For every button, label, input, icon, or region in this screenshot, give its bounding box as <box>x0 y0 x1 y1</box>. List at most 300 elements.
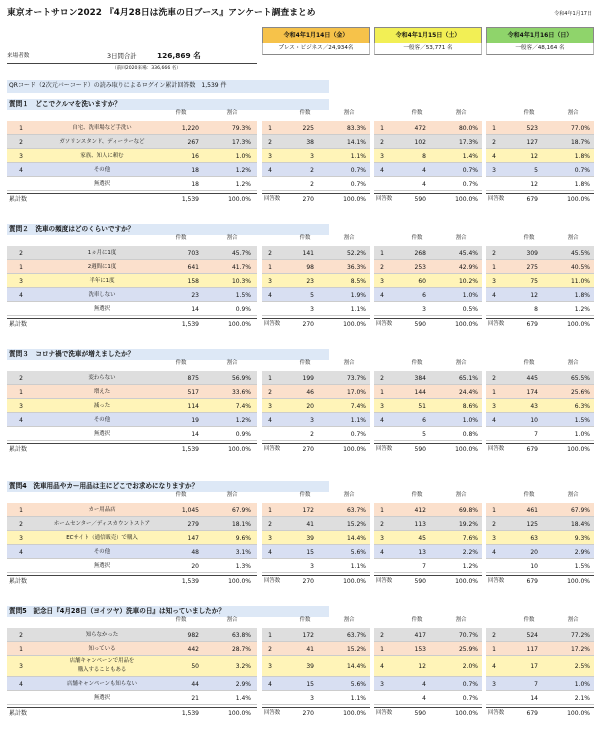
day-total-ratio: 100.0% <box>567 578 590 585</box>
total-ratio: 100.0% <box>228 321 251 328</box>
day-count-cell: 113 <box>414 520 426 528</box>
day-ratio-cell: 5.6% <box>350 680 366 688</box>
answer-label: ガソリンスタンド、ディーラーなど <box>59 138 145 145</box>
day-rank-cell <box>262 561 278 572</box>
day-ratio-cell: 77.0% <box>570 124 590 132</box>
day-ratio-cell: 8.5% <box>350 277 366 285</box>
day-rank-cell: 4 <box>268 416 272 424</box>
day-count-cell: 3 <box>310 416 314 424</box>
day-count-cell: 23 <box>306 277 314 285</box>
day-ratio-cell: 14.4% <box>346 534 366 542</box>
rank-cell: 3 <box>19 277 23 285</box>
answer-label: 無選択 <box>93 180 111 187</box>
day-header-3: 令和4年1月16日（日） <box>486 27 594 43</box>
day-rank-cell: 4 <box>268 291 272 299</box>
day-ratio-header: 割合 <box>567 492 579 498</box>
day-ratio-cell: 40.5% <box>570 263 590 271</box>
day-table-row <box>374 628 482 642</box>
count-cell: 267 <box>187 138 199 146</box>
day-ratio-cell: 36.3% <box>346 263 366 271</box>
ratio-cell: 63.8% <box>231 631 251 639</box>
day-count-header: 件数 <box>523 235 535 241</box>
day-count-cell: 20 <box>306 402 314 410</box>
day-rank-cell <box>374 179 390 190</box>
day-count-cell: 63 <box>530 534 538 542</box>
day-ratio-cell: 7.6% <box>462 534 478 542</box>
day-total-count: 590 <box>414 446 426 453</box>
day-ratio-cell: 45.5% <box>570 249 590 257</box>
answer-label: 家族、知人に頼む <box>80 152 124 159</box>
day-count-cell: 3 <box>310 562 314 570</box>
day-count-cell: 12 <box>530 152 538 160</box>
day-rank-cell: 3 <box>492 277 496 285</box>
day-ratio-cell: 17.0% <box>346 388 366 396</box>
day-count-cell: 10 <box>530 562 538 570</box>
day-count-cell: 268 <box>414 249 426 257</box>
day-count-cell: 2 <box>310 430 314 438</box>
day-ratio-cell: 1.2% <box>574 305 590 313</box>
total-row <box>7 318 257 329</box>
day-table-row <box>374 246 482 260</box>
table-row <box>7 177 257 191</box>
day-count-cell: 153 <box>414 645 426 653</box>
answer-label: 店舗キャンペーンも知らない <box>67 680 137 687</box>
day-count-cell: 43 <box>530 402 538 410</box>
day-table-row <box>486 656 594 677</box>
day-count-cell: 7 <box>534 680 538 688</box>
question-title: 質問4 洗車用品やカー用品は主にどこでお求めになりますか？ <box>7 481 329 492</box>
day-table-row <box>374 399 482 413</box>
day-total-count: 679 <box>526 710 538 717</box>
day-visitors-1: プレス・ビジネス／24,934名 <box>262 43 370 55</box>
day-rank-cell <box>374 561 390 572</box>
day-rank-cell: 2 <box>492 631 496 639</box>
day-count-cell: 144 <box>414 388 426 396</box>
total-row <box>7 443 257 454</box>
day-count-cell: 141 <box>302 249 314 257</box>
day-count-cell: 102 <box>414 138 426 146</box>
day-rank-cell: 3 <box>268 152 272 160</box>
day-total-row <box>374 193 482 204</box>
day-ratio-cell: 63.7% <box>346 506 366 514</box>
day-ratio-cell: 14.4% <box>346 663 366 670</box>
day-count-cell: 5 <box>310 291 314 299</box>
day-ratio-cell: 0.7% <box>350 166 366 174</box>
day-count-cell: 75 <box>530 277 538 285</box>
day-count-cell: 51 <box>418 402 426 410</box>
day-total-ratio: 100.0% <box>343 321 366 328</box>
rank-cell: 1 <box>19 506 23 514</box>
day-count-cell: 523 <box>526 124 538 132</box>
day-ratio-cell: 2.2% <box>462 548 478 556</box>
day-count-cell: 6 <box>422 291 426 299</box>
day-rank-cell: 3 <box>268 402 272 410</box>
day-rank-cell: 1 <box>492 263 496 271</box>
day-total-ratio: 100.0% <box>343 196 366 203</box>
answer-label: カー用品店 <box>88 506 116 513</box>
table-row <box>7 385 257 399</box>
total-count: 1,539 <box>181 578 199 585</box>
day-ratio-header: 割合 <box>567 235 579 241</box>
day-rank-cell <box>486 429 502 440</box>
day-count-cell: 98 <box>306 263 314 271</box>
day-table-row <box>262 163 370 177</box>
day-rank-cell: 4 <box>492 663 496 670</box>
ratio-cell: 41.7% <box>231 263 251 271</box>
table-row <box>7 427 257 441</box>
rank-cell: 3 <box>19 663 23 670</box>
day-ratio-cell: 0.7% <box>462 180 478 188</box>
day-table-row <box>262 427 370 441</box>
day-count-cell: 39 <box>306 663 314 670</box>
day-total-row <box>486 318 594 329</box>
visitor-total-value: 126,869 名 <box>157 51 201 60</box>
day-total-row <box>486 193 594 204</box>
day-total-count: 590 <box>414 578 426 585</box>
day-count-cell: 10 <box>530 416 538 424</box>
day-count-header: 件数 <box>411 235 423 241</box>
day-ratio-cell: 14.1% <box>346 138 366 146</box>
rank-cell: 4 <box>19 548 23 556</box>
day-rank-cell: 1 <box>268 263 272 271</box>
answer-label: 無選択 <box>93 694 111 701</box>
day-table-row <box>262 642 370 656</box>
day-total-count: 270 <box>302 710 314 717</box>
day-table-row <box>262 628 370 642</box>
day-count-cell: 417 <box>414 631 426 639</box>
answer-label: ホームセンター／ディスカウントストア <box>53 520 151 527</box>
day-count-cell: 275 <box>526 263 538 271</box>
day-count-cell: 38 <box>306 138 314 146</box>
table-row <box>7 371 257 385</box>
day-count-cell: 172 <box>302 631 314 639</box>
answer-label: 増えた <box>93 388 111 395</box>
table-row <box>7 413 257 427</box>
day-rank-cell: 2 <box>380 631 384 639</box>
day-count-cell: 3 <box>310 305 314 313</box>
day-ratio-cell: 25.6% <box>570 388 590 396</box>
day-ratio-cell: 45.4% <box>458 249 478 257</box>
answer-label: 無選択 <box>93 305 111 312</box>
day-count-cell: 41 <box>306 520 314 528</box>
day-total-count: 679 <box>526 321 538 328</box>
ratio-header: 割合 <box>226 235 238 241</box>
day-ratio-cell: 1.8% <box>574 291 590 299</box>
day-total-count: 590 <box>414 321 426 328</box>
day-ratio-cell: 0.5% <box>462 305 478 313</box>
day-rank-cell: 2 <box>492 374 496 382</box>
day-table-row <box>486 628 594 642</box>
day-count-header: 件数 <box>411 360 423 366</box>
day-count-header: 件数 <box>299 235 311 241</box>
day-answers-label: 回答数 <box>376 710 393 716</box>
ratio-cell: 0.9% <box>235 305 251 313</box>
day-count-cell: 7 <box>534 430 538 438</box>
day-count-cell: 117 <box>526 645 538 653</box>
visitor-row <box>7 52 257 64</box>
day-rank-cell: 3 <box>380 534 384 542</box>
question-title: 質問5 記念日『4月28日（ヨイツヤ）洗車の日』は知っていましたか？ <box>7 606 329 617</box>
day-count-cell: 472 <box>414 124 426 132</box>
answer-label: 無選択 <box>93 430 111 437</box>
ratio-cell: 1.2% <box>235 180 251 188</box>
day-total-row <box>486 443 594 454</box>
answer-label: 洗車しない <box>88 291 116 298</box>
day-total-row <box>486 575 594 586</box>
day-ratio-cell: 15.2% <box>346 645 366 653</box>
day-total-ratio: 100.0% <box>455 710 478 717</box>
answer-label: 知っている <box>88 645 116 652</box>
day-table-row <box>262 559 370 573</box>
day-table-row <box>374 677 482 691</box>
day-rank-cell: 3 <box>380 152 384 160</box>
total-label: 累計数 <box>9 578 28 585</box>
count-cell: 23 <box>191 291 199 299</box>
day-ratio-header: 割合 <box>455 360 467 366</box>
total-ratio: 100.0% <box>228 710 251 717</box>
day-total-ratio: 100.0% <box>343 578 366 585</box>
day-ratio-cell: 1.0% <box>574 680 590 688</box>
rank-cell: 1 <box>19 645 23 653</box>
day-answers-label: 回答数 <box>488 446 505 452</box>
day-total-count: 270 <box>302 321 314 328</box>
day-rank-cell <box>374 304 390 315</box>
day-rank-cell <box>374 429 390 440</box>
day-table-row <box>262 371 370 385</box>
day-table-row <box>486 503 594 517</box>
day-table-row <box>486 691 594 705</box>
day-table-row <box>262 246 370 260</box>
day-visitors-3: 一般客／48,164 名 <box>486 43 594 55</box>
table-row <box>7 642 257 656</box>
day-answers-label: 回答数 <box>488 578 505 584</box>
day-ratio-cell: 80.0% <box>458 124 478 132</box>
table-row <box>7 121 257 135</box>
answer-label: 変わらない <box>88 374 116 381</box>
ratio-cell: 18.1% <box>231 520 251 528</box>
count-cell: 517 <box>187 388 199 396</box>
day-ratio-cell: 63.7% <box>346 631 366 639</box>
day-table-row <box>486 413 594 427</box>
day-answers-label: 回答数 <box>488 196 505 202</box>
day-ratio-cell: 1.2% <box>462 562 478 570</box>
day-ratio-cell: 1.1% <box>350 562 366 570</box>
day-rank-cell: 1 <box>268 631 272 639</box>
day-rank-cell: 2 <box>380 138 384 146</box>
count-cell: 50 <box>191 663 199 670</box>
answer-label: ECサイト（通信販売）で購入 <box>66 534 138 541</box>
day-count-header: 件数 <box>523 360 535 366</box>
ratio-header: 割合 <box>226 360 238 366</box>
table-row <box>7 302 257 316</box>
day-ratio-cell: 0.8% <box>462 430 478 438</box>
rank-cell: 2 <box>19 249 23 257</box>
day-table-row <box>374 149 482 163</box>
day-ratio-cell: 6.3% <box>574 402 590 410</box>
qr-note: QRコード（2次元バーコード）の読み取りによるログイン累計回答数 1,539 件 <box>7 80 329 93</box>
day-ratio-cell: 1.8% <box>574 152 590 160</box>
day-table-row <box>374 503 482 517</box>
day-count-cell: 3 <box>310 152 314 160</box>
day-ratio-cell: 1.4% <box>462 152 478 160</box>
total-label: 累計数 <box>9 446 28 453</box>
day-table-row <box>486 149 594 163</box>
ratio-cell: 17.3% <box>231 138 251 146</box>
ratio-header: 割合 <box>226 492 238 498</box>
day-rank-cell: 3 <box>268 663 272 670</box>
day-rank-cell: 2 <box>380 374 384 382</box>
day-ratio-header: 割合 <box>567 360 579 366</box>
answer-label: 店舗キャンペーンで用品を 購入することもある <box>69 658 135 673</box>
answer-label: 知らなかった <box>85 631 119 638</box>
report-date: 令和4年1月17日 <box>554 11 592 17</box>
day-rank-cell: 1 <box>268 124 272 132</box>
day-table-row <box>374 427 482 441</box>
day-table-row <box>486 517 594 531</box>
day-table-row <box>486 260 594 274</box>
count-header: 件数 <box>175 110 187 116</box>
day-count-cell: 15 <box>306 680 314 688</box>
day-answers-label: 回答数 <box>376 578 393 584</box>
count-cell: 18 <box>191 180 199 188</box>
day-ratio-cell: 1.1% <box>350 416 366 424</box>
ratio-cell: 3.2% <box>235 663 251 670</box>
ratio-cell: 7.4% <box>235 402 251 410</box>
day-total-count: 590 <box>414 710 426 717</box>
day-ratio-cell: 1.0% <box>462 291 478 299</box>
rank-cell: 2 <box>19 374 23 382</box>
table-row <box>7 260 257 274</box>
day-rank-cell: 2 <box>380 520 384 528</box>
day-rank-cell: 4 <box>380 166 384 174</box>
day-total-row <box>374 443 482 454</box>
ratio-cell: 1.5% <box>235 291 251 299</box>
day-table-row <box>262 149 370 163</box>
ratio-header: 割合 <box>226 110 238 116</box>
day-count-cell: 15 <box>306 548 314 556</box>
rank-cell: 2 <box>19 138 23 146</box>
day-visitors-2: 一般客／53,771 名 <box>374 43 482 55</box>
ratio-cell: 2.9% <box>235 680 251 688</box>
day-total-row <box>262 443 370 454</box>
table-row <box>7 274 257 288</box>
day-count-header: 件数 <box>299 492 311 498</box>
table-row <box>7 163 257 177</box>
table-row <box>7 149 257 163</box>
day-rank-cell: 2 <box>492 138 496 146</box>
day-answers-label: 回答数 <box>488 321 505 327</box>
day-total-ratio: 100.0% <box>343 446 366 453</box>
day-table-row <box>374 121 482 135</box>
table-row <box>7 628 257 642</box>
total-label: 累計数 <box>9 321 28 328</box>
day-ratio-cell: 1.9% <box>350 291 366 299</box>
day-ratio-cell: 17.2% <box>570 645 590 653</box>
day-table-row <box>486 427 594 441</box>
day-ratio-cell: 70.7% <box>458 631 478 639</box>
day-ratio-header: 割合 <box>343 235 355 241</box>
day-count-cell: 384 <box>414 374 426 382</box>
day-total-ratio: 100.0% <box>567 710 590 717</box>
day-count-cell: 3 <box>422 305 426 313</box>
count-cell: 44 <box>191 680 199 688</box>
day-rank-cell: 3 <box>380 402 384 410</box>
day-rank-cell: 4 <box>268 680 272 688</box>
day-count-cell: 20 <box>530 548 538 556</box>
day-ratio-cell: 42.9% <box>458 263 478 271</box>
page-title: 東京オートサロン2022 『4月28日は洗車の日ブース』アンケート調査まとめ <box>7 8 316 18</box>
rank-cell <box>7 693 35 704</box>
day-table-row <box>262 274 370 288</box>
day-table-row <box>262 121 370 135</box>
count-cell: 14 <box>191 305 199 313</box>
day-rank-cell: 1 <box>380 124 384 132</box>
day-ratio-header: 割合 <box>343 360 355 366</box>
day-rank-cell <box>486 561 502 572</box>
day-table-row <box>374 135 482 149</box>
day-rank-cell: 4 <box>380 291 384 299</box>
day-count-cell: 13 <box>418 548 426 556</box>
day-ratio-cell: 19.2% <box>458 520 478 528</box>
day-total-count: 590 <box>414 196 426 203</box>
day-ratio-cell: 2.0% <box>462 663 478 670</box>
day-total-count: 679 <box>526 196 538 203</box>
day-count-cell: 412 <box>414 506 426 514</box>
day-ratio-cell: 7.4% <box>350 402 366 410</box>
day-total-ratio: 100.0% <box>567 196 590 203</box>
day-count-cell: 7 <box>422 562 426 570</box>
table-row <box>7 503 257 517</box>
day-table-row <box>374 413 482 427</box>
table-row <box>7 288 257 302</box>
total-label: 累計数 <box>9 196 28 203</box>
day-table-row <box>486 385 594 399</box>
day-table-row <box>374 177 482 191</box>
ratio-cell: 1.3% <box>235 562 251 570</box>
day-table-row <box>486 274 594 288</box>
day-count-cell: 14 <box>530 694 538 702</box>
day-count-cell: 12 <box>530 291 538 299</box>
rank-cell: 1 <box>19 263 23 271</box>
day-table-row <box>486 399 594 413</box>
day-rank-cell <box>262 429 278 440</box>
day-ratio-header: 割合 <box>343 492 355 498</box>
day-total-row <box>486 707 594 718</box>
ratio-cell: 67.9% <box>231 506 251 514</box>
day-rank-cell: 1 <box>268 506 272 514</box>
day-ratio-header: 割合 <box>567 617 579 623</box>
answer-label: 自宅、洗車場など手洗い <box>72 124 132 131</box>
day-ratio-cell: 1.1% <box>350 152 366 160</box>
day-table-row <box>262 135 370 149</box>
day-rank-cell: 3 <box>268 534 272 542</box>
day-rank-cell: 3 <box>268 277 272 285</box>
day-count-header: 件数 <box>523 110 535 116</box>
table-row <box>7 517 257 531</box>
ratio-cell: 10.3% <box>231 277 251 285</box>
day-table-row <box>262 656 370 677</box>
count-cell: 14 <box>191 430 199 438</box>
day-rank-cell: 2 <box>380 263 384 271</box>
day-table-row <box>374 260 482 274</box>
day-rank-cell: 4 <box>492 291 496 299</box>
table-row <box>7 677 257 691</box>
day-rank-cell: 2 <box>268 520 272 528</box>
day-count-cell: 309 <box>526 249 538 257</box>
day-ratio-cell: 1.5% <box>574 562 590 570</box>
rank-cell: 2 <box>19 631 23 639</box>
day-ratio-cell: 0.7% <box>462 680 478 688</box>
